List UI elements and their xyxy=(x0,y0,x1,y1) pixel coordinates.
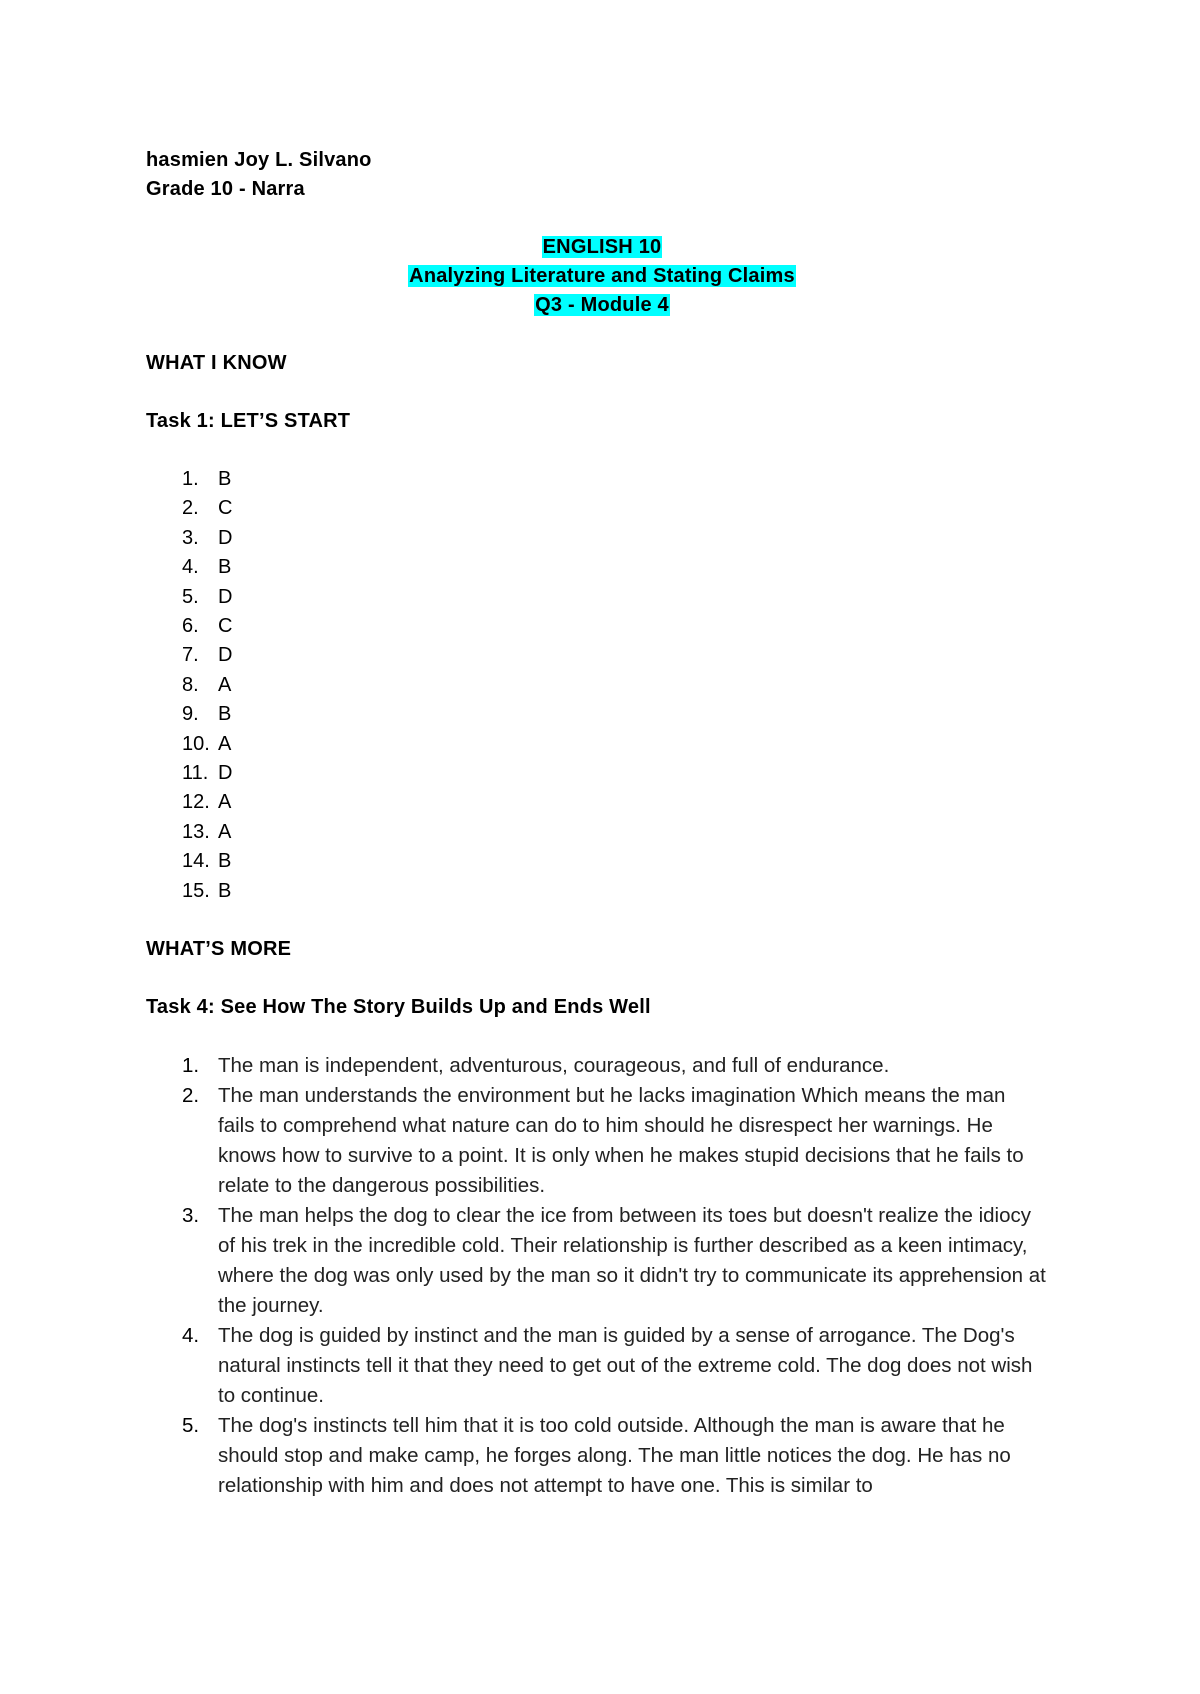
list-item xyxy=(146,1051,1046,1081)
list-item-answer: D xyxy=(218,762,233,785)
document-content xyxy=(146,146,1046,1501)
list-item-answer: B xyxy=(218,850,232,873)
list-item-number: 3. xyxy=(182,526,199,549)
list-item-number: 4. xyxy=(182,556,199,579)
list-item-number: 8. xyxy=(182,673,199,696)
list-item-answer: D xyxy=(218,526,233,549)
list-item-answer: C xyxy=(218,615,233,638)
list-item-number: 13. xyxy=(182,820,210,843)
list-item-number: 5. xyxy=(182,1414,200,1438)
list-item-answer: D xyxy=(218,585,233,608)
list-item xyxy=(146,583,1046,612)
list-item-number: 12. xyxy=(182,791,210,814)
list-item xyxy=(146,730,1046,759)
list-item-number: 1. xyxy=(182,1054,200,1078)
task-title-4: Task 4: See How The Story Builds Up and Ends Well xyxy=(146,996,651,1019)
list-item xyxy=(146,494,1046,523)
list-item-text: The man helps the dog to clear the ice from between its toes but doesn't realize the idiocy of his trek in the incredible cold. Their relationship is further described as a keen intimacy, where the dog was only used by the man so it didn't try to communicate its apprehension at the journey. xyxy=(218,1204,1046,1318)
section-heading-whats-more: WHAT’S MORE xyxy=(146,938,292,961)
list-item xyxy=(146,1411,1046,1501)
list-item xyxy=(146,847,1046,876)
section-heading-what-i-know: WHAT I KNOW xyxy=(146,352,287,374)
list-item xyxy=(146,465,1046,494)
module-title: Q3 - Module 4 xyxy=(535,294,669,316)
list-item xyxy=(146,1201,1046,1321)
list-item-text: The man understands the environment but he lacks imagination Which means the man fails to comprehend what nature can do to him should he disrespect her warnings. He knows how to survive to a point. It is only when he makes stupid decisions that he fails to relate to the dangerous possibilities. xyxy=(218,1084,1024,1198)
list-item-number: 15. xyxy=(182,879,210,902)
list-item-number: 3. xyxy=(182,1204,200,1228)
list-item-number: 2. xyxy=(182,1084,200,1108)
list-item-answer: A xyxy=(218,732,232,755)
title-block xyxy=(146,233,1058,320)
list-item xyxy=(146,524,1046,553)
list-item-number: 6. xyxy=(182,615,199,638)
list-item xyxy=(146,671,1046,700)
list-item-answer: A xyxy=(218,673,232,696)
list-item-number: 14. xyxy=(182,850,210,873)
list-item xyxy=(146,818,1046,847)
list-item-number: 5. xyxy=(182,585,199,608)
task-title-1: Task 1: LET’S START xyxy=(146,410,351,432)
list-item-answer: B xyxy=(218,556,232,579)
list-item-number: 2. xyxy=(182,497,199,520)
list-item xyxy=(146,877,1046,906)
list-item xyxy=(146,641,1046,670)
list-item-number: 10. xyxy=(182,732,210,755)
list-item-answer: B xyxy=(218,468,232,490)
list-item xyxy=(146,612,1046,641)
list-item xyxy=(146,759,1046,788)
list-item-answer: D xyxy=(218,644,233,667)
answer-list xyxy=(146,465,1046,906)
list-item xyxy=(146,1081,1046,1201)
list-item-answer: C xyxy=(218,497,233,520)
essay-answer-list xyxy=(146,1051,1046,1501)
list-item-number: 7. xyxy=(182,644,199,667)
list-item-answer: A xyxy=(218,820,232,843)
list-item-answer: B xyxy=(218,879,232,902)
list-item xyxy=(146,553,1046,582)
list-item-text: The dog's instincts tell him that it is too cold outside. Although the man is aware that he should stop and make camp, he forges along. The man little notices the dog. He has no relationship with him and does not attempt to have one. This is similar to xyxy=(218,1414,1011,1498)
list-item xyxy=(146,700,1046,729)
list-item-answer: B xyxy=(218,703,232,726)
list-item-text: The dog is guided by instinct and the man is guided by a sense of arrogance. The Dog's natural instincts tell it that they need to get out of the extreme cold. The dog does not wish to continue. xyxy=(218,1324,1033,1408)
list-item-answer: A xyxy=(218,791,232,814)
list-item-number: 1. xyxy=(182,468,199,490)
student-name: hasmien Joy L. Silvano xyxy=(146,149,372,171)
list-item xyxy=(146,1321,1046,1411)
subject-title: ENGLISH 10 xyxy=(542,236,662,258)
student-grade: Grade 10 - Narra xyxy=(146,178,305,200)
list-item xyxy=(146,788,1046,817)
topic-title: Analyzing Literature and Stating Claims xyxy=(409,265,795,287)
list-item-text: The man is independent, adventurous, courageous, and full of endurance. xyxy=(218,1054,890,1078)
list-item-number: 4. xyxy=(182,1324,200,1348)
list-item-number: 11. xyxy=(182,762,209,785)
list-item-number: 9. xyxy=(182,703,199,726)
